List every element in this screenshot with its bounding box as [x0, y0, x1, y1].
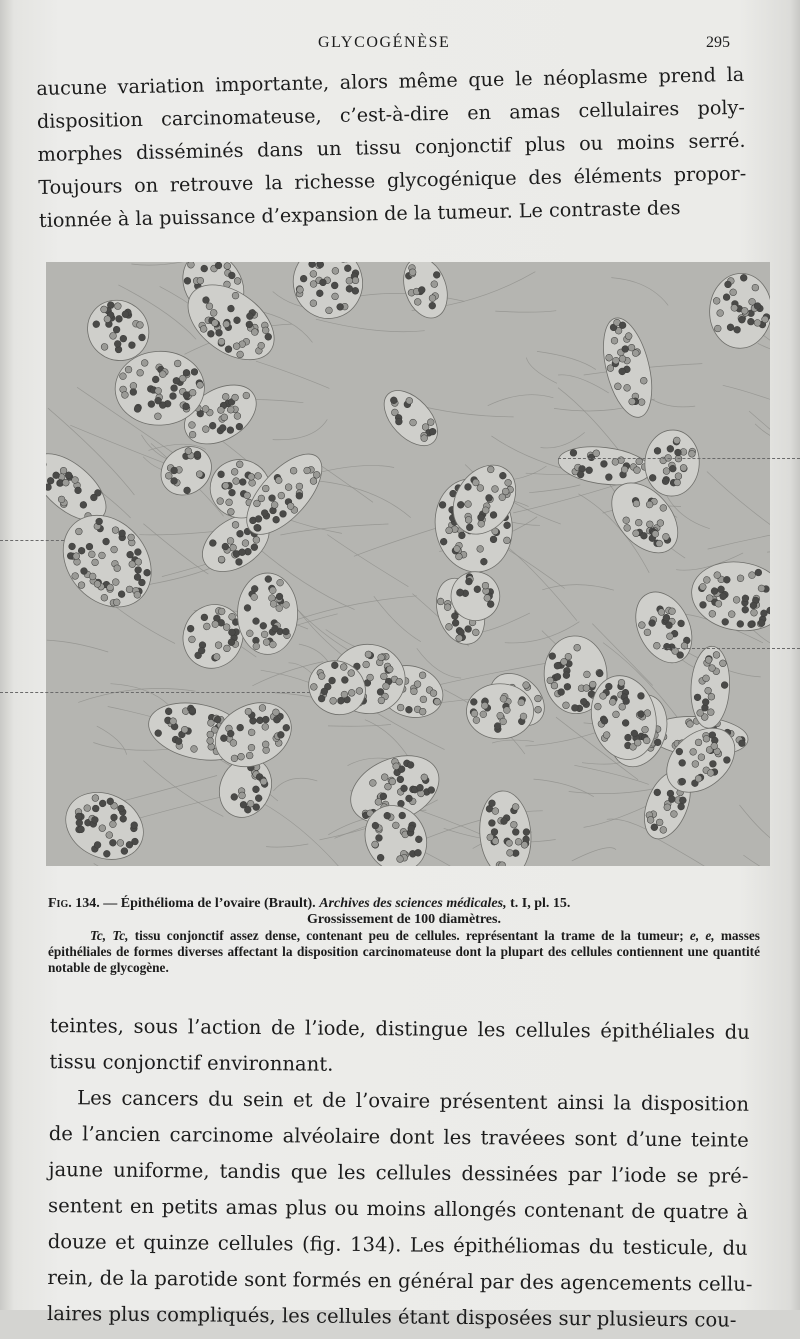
text-line: de l’ancien carcinome alvéolaire dont les travéees sont d’une teinte: [49, 1116, 749, 1159]
paragraph: [49, 1008, 750, 1087]
page-number: 295: [706, 34, 730, 52]
caption-text: — Épithélioma de l’ovaire (Brault).: [100, 896, 319, 911]
caption-title: [48, 896, 760, 912]
legend-text-e: masses épithéliales de formes diverses affectant la disposition carcinomateuse dont la plupart des cellules contiennent une quantité notable de glycogène.: [48, 928, 760, 975]
caption-reference: t. I, pl. 15.: [507, 896, 571, 911]
text-line: Toujours on retrouve la richesse glycogénique des éléments propor-: [38, 157, 747, 204]
text-line: tionnée à la puissance d’expansion de la tumeur. Le contraste des: [39, 190, 748, 237]
tumor-section-illustration: [46, 262, 770, 866]
text-line: disposition carcinomateuse, c’est-à-dire en amas cellulaires poly-: [37, 91, 746, 138]
text-line: laires plus compliqués, les cellules étant disposées sur plusieurs cou-: [47, 1296, 747, 1339]
leader-line: [0, 692, 310, 693]
top-paragraph: [36, 58, 747, 237]
legend-text-tc: tissu conjonctif assez dense, contenant peu de cellules. représentant la trame de la tumeur;: [128, 928, 689, 943]
text-line: morphes disséminés dans un tissu conjonctif plus ou moins serré.: [37, 124, 746, 171]
leader-line: [558, 458, 800, 459]
text-line: aucune variation importante, alors même que le néoplasme prend la: [36, 58, 745, 105]
caption-magnification: Grossissement de 100 diamètres.: [48, 912, 760, 928]
leader-line: [0, 540, 64, 541]
text-line: Les cancers du sein et de l’ovaire présentent ainsi la disposition: [49, 1080, 749, 1123]
running-head: [0, 34, 800, 56]
text-line: rein, de la parotide sont formés en général par des agencements cellu-: [47, 1260, 747, 1303]
running-head-title: GLYCOGÉNÈSE: [318, 34, 450, 52]
text-line: teintes, sous l’action de l’iode, distingue les cellules épithéliales du: [50, 1008, 750, 1051]
text-line: sentent en petits amas plus ou moins allongés contenant de quatre à: [48, 1188, 748, 1231]
text-line: tissu conjonctif environnant.: [49, 1044, 749, 1087]
legend-key-tc: Tc, Tc,: [90, 928, 128, 943]
caption-legend: [48, 928, 760, 976]
caption-journal: Archives des sciences médicales,: [319, 896, 506, 911]
figure-label: Fig. 134.: [48, 896, 100, 911]
text-line: jaune uniforme, tandis que les cellules dessinées par l’iode se pré-: [48, 1152, 748, 1195]
bottom-text: [47, 1008, 750, 1339]
legend-key-e: e, e,: [690, 928, 715, 943]
figure-caption: [48, 896, 760, 976]
leader-line: [662, 648, 800, 649]
paragraph: [47, 1080, 749, 1339]
histology-figure: [46, 262, 770, 866]
text-line: douze et quinze cellules (fig. 134). Les épithéliomas du testicule, du: [48, 1224, 748, 1267]
